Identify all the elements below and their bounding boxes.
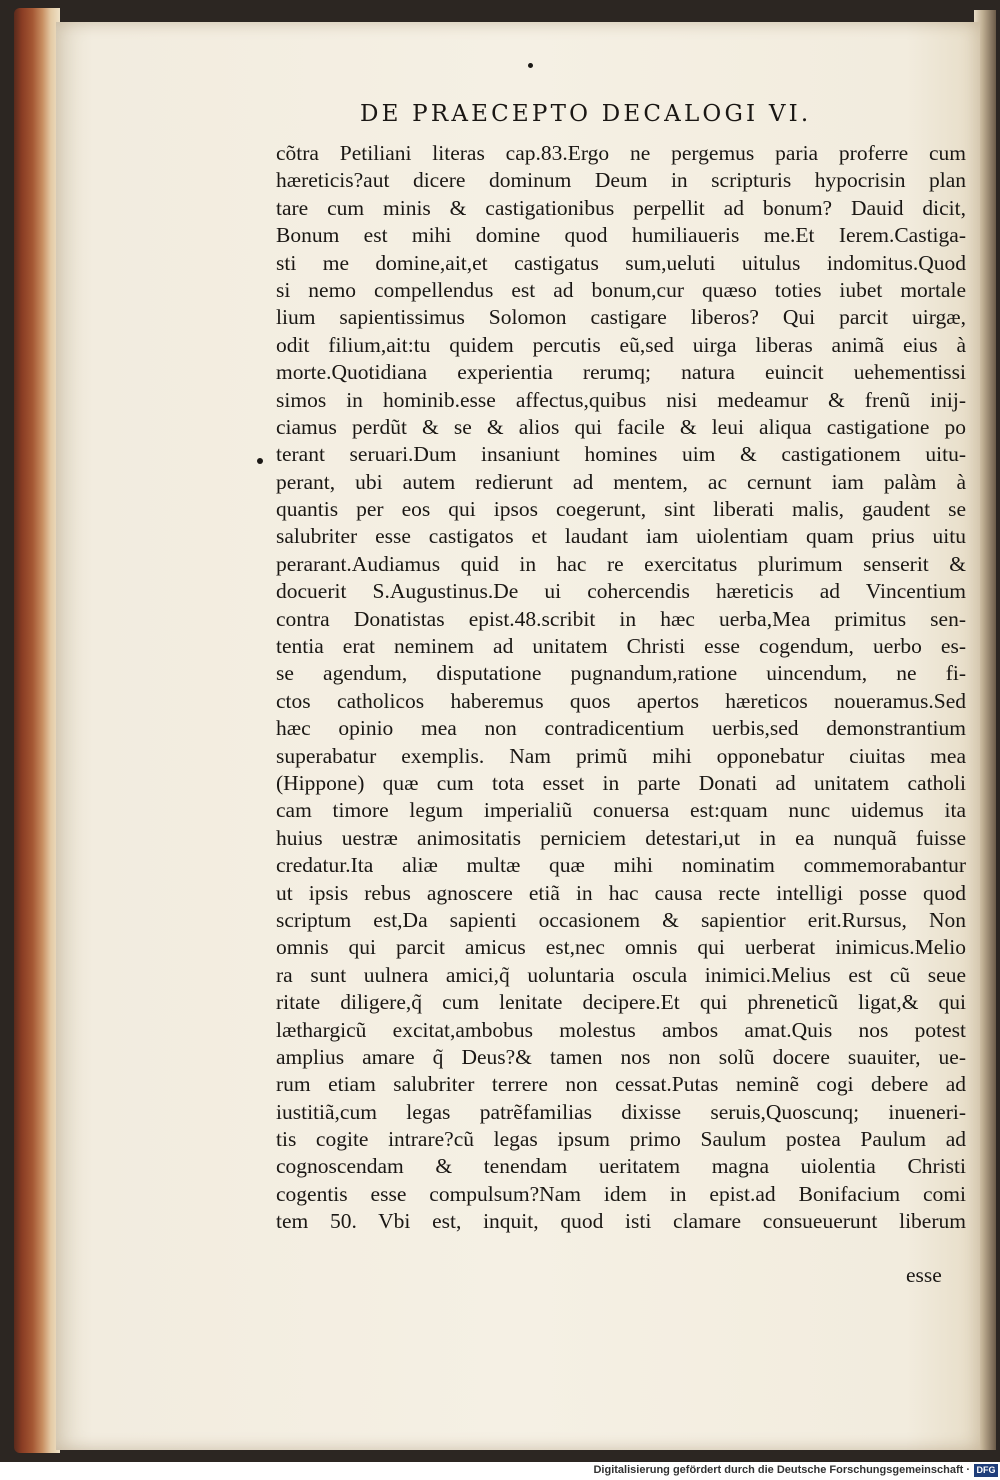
text-line: terant seruari.Dum insaniunt homines uim & castigationem uitu- xyxy=(276,442,966,467)
text-line: Bonum est mihi domine quod humiliaueris me.Et Ierem.Castiga- xyxy=(276,223,966,248)
text-line: læthargicũ excitat,ambobus molestus ambos amat.Quis nos potest xyxy=(276,1017,966,1042)
ink-dot-top xyxy=(528,63,533,68)
text-line: sti me domine,ait,et castigatus sum,ueluti uitulus indomitus.Quod xyxy=(276,250,966,275)
footer-bar xyxy=(0,1462,1000,1480)
text-line: tem 50. Vbi est, inquit, quod isti clamare consueuerunt liberum xyxy=(276,1209,966,1234)
text-line: salubriter esse castigatos et laudant iam uiolentiam quam prius uitu xyxy=(276,524,966,549)
text-line: huius uestræ animositatis perniciem detestari,ut in ea nunquã fuisse xyxy=(276,825,966,850)
text-line: contra Donatistas epist.48.scribit in hæc uerba,Mea primitus sen- xyxy=(276,606,966,631)
text-line: tare cum minis & castigationibus perpellit ad bonum? Dauid dicit, xyxy=(276,195,966,220)
text-line: amplius amare q̃ Deus?& tamen nos non solũ docere suauiter, ue- xyxy=(276,1044,966,1069)
text-line: scriptum est,Da sapienti occasionem & sapientior erit.Rursus, Non xyxy=(276,907,966,932)
text-line: ritate diligere,q̃ cum lenitate decipere.Et qui phreneticũ ligat,& qui xyxy=(276,990,966,1015)
text-line: iustitiã,cum legas patrẽfamilias dixisse seruis,Quoscunq; inueneri- xyxy=(276,1099,966,1124)
text-line: ut ipsis rebus agnoscere etiã in hac causa recte intelligi posse quod xyxy=(276,880,966,905)
text-line: tis cogite intrare?cũ legas ipsum primo Saulum postea Paulum ad xyxy=(276,1127,966,1152)
running-head: DE PRAECEPTO DECALOGI VI. xyxy=(360,101,812,127)
text-line: omnis qui parcit amicus est,nec omnis qui uerberat inimicus.Melio xyxy=(276,935,966,960)
text-line: ciamus perdũt & se & alios qui facile & leui aliqua castigatione po xyxy=(276,414,966,439)
text-line: superabatur exemplis. Nam primũ mihi opponebatur ciuitas mea xyxy=(276,743,966,768)
text-line: docuerit S.Augustinus.De ui cohercendis hæreticis ad Vincentium xyxy=(276,579,966,604)
text-line: (Hippone) quæ cum tota esset in parte Donati ad unitatem catholi xyxy=(276,770,966,795)
text-line: si nemo compellendus est ad bonum,cur quæso toties iubet mortale xyxy=(276,277,966,302)
dfg-logo: DFG xyxy=(974,1464,998,1477)
text-line: cogentis esse compulsum?Nam idem in epist.ad Bonifacium comi xyxy=(276,1181,966,1206)
text-line: morte.Quotidiana experientia rerumq; natura euincit uehementissi xyxy=(276,360,966,385)
text-line: hæreticis?aut dicere dominum Deum in scripturis hypocrisin plan xyxy=(276,168,966,193)
text-line: credatur.Ita aliæ multæ quæ mihi nominatim commemorabantur xyxy=(276,853,966,878)
book-cover-edge xyxy=(14,8,60,1453)
text-line: cõtra Petiliani literas cap.83.Ergo ne pergemus paria proferre cum xyxy=(276,141,966,165)
ink-dot-margin xyxy=(257,458,263,464)
text-line: cam timore legum imperialiũ conuersa est:quam nunc uidemus ita xyxy=(276,798,966,823)
body-text xyxy=(276,140,966,1236)
text-line: lium sapientissimus Solomon castigare liberos? Qui parcit uirgæ, xyxy=(276,305,966,330)
text-line: cognoscendam & tenendam ueritatem magna uiolentia Christi xyxy=(276,1154,966,1179)
text-line: simos in hominib.esse affectus,quibus nisi medeamur & frenũ inij- xyxy=(276,387,966,412)
text-line: perant, ubi autem redierunt ad mentem, ac cernunt iam palàm à xyxy=(276,469,966,494)
catchword: esse xyxy=(906,1263,942,1287)
text-line: rum etiam salubriter terrere non cessat.Putas neminẽ cogi debere ad xyxy=(276,1072,966,1097)
text-line: hæc opinio mea non contradicentium uerbis,sed demonstrantium xyxy=(276,716,966,741)
funding-credit: Digitalisierung gefördert durch die Deutsche Forschungsgemeinschaft · xyxy=(593,1464,970,1476)
text-line: quantis per eos qui ipsos coegerunt, sint liberati malis, gaudent se xyxy=(276,497,966,522)
text-line: ra sunt uulnera amici,q̃ uoluntaria oscula inimici.Melius est cũ seue xyxy=(276,962,966,987)
text-line: odit filium,ait:tu quidem percutis eũ,sed uirga liberas animã eius à xyxy=(276,332,966,357)
text-line: ctos catholicos haberemus quos apertos hæreticos noueramus.Sed xyxy=(276,688,966,713)
text-line: se agendum, disputatione pugnandum,ratione uincendum, ne fi- xyxy=(276,661,966,686)
text-line: tentia erat neminem ad unitatem Christi esse cogendum, uerbo es- xyxy=(276,634,966,659)
text-line: perarant.Audiamus quid in hac re exercitatus plurimum senserit & xyxy=(276,551,966,576)
